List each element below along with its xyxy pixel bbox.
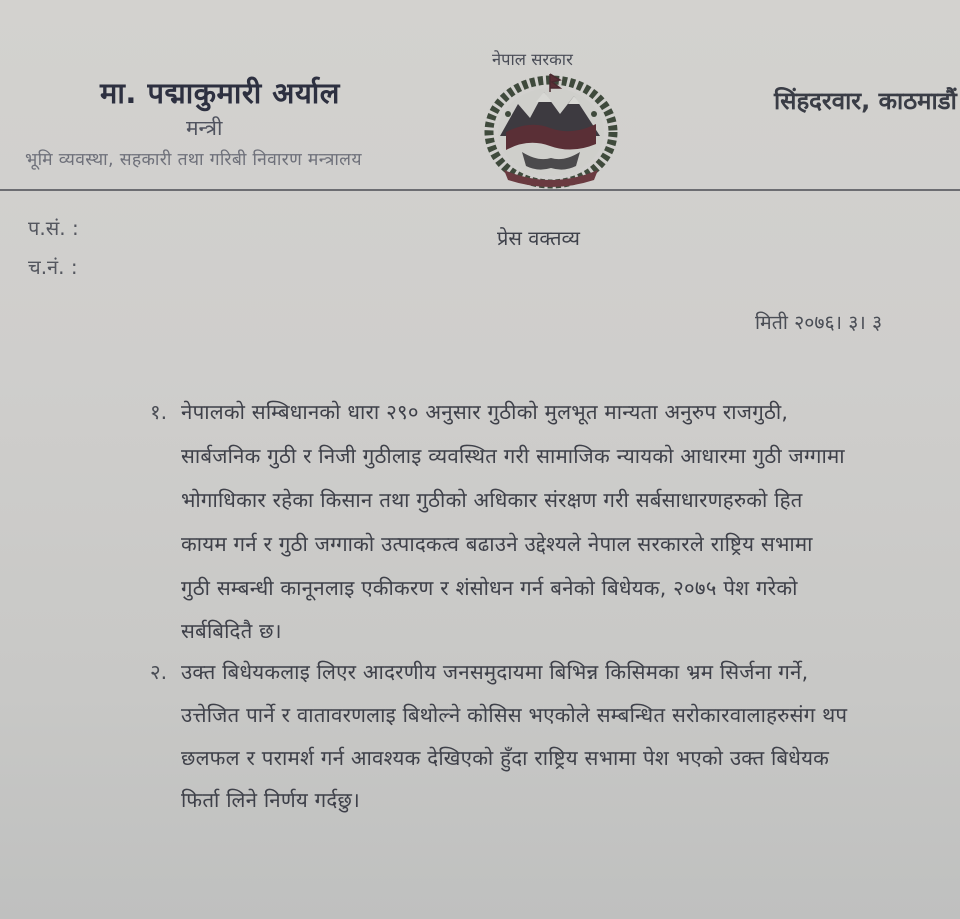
document-date: मिती २०७६। ३। ३ [755, 311, 883, 334]
paragraph-line: उत्तेजित पार्ने र वातावरणलाइ बिथोल्ने कोसिस भएकोले सम्बन्धित सरोकारवालाहरुसंग थप [181, 703, 848, 727]
nepal-emblem-icon [478, 66, 624, 190]
paragraph-line: नेपालको सम्बिधानको धारा २९० अनुसार गुठीको मुलभूत मान्यता अनुरुप राजगुठी, [181, 400, 789, 424]
dispatch-number-label: च.नं. : [28, 255, 78, 279]
header-divider [0, 189, 960, 191]
paragraph-number: २. [150, 660, 168, 684]
minister-name: मा. पद्माकुमारी अर्याल [100, 76, 340, 110]
paragraph-number: १. [150, 400, 168, 424]
paragraph-line: फिर्ता लिने निर्णय गर्दछु। [181, 788, 361, 812]
paragraph-line: भोगाधिकार रहेका किसान तथा गुठीको अधिकार संरक्षण गरी सर्बसाधारणहरुको हित [181, 488, 803, 512]
letter-number-label: प.सं. : [28, 216, 79, 240]
paragraph-line: सार्बजनिक गुठी र निजी गुठीलाइ व्यवस्थित गरी सामाजिक न्यायको आधारमा गुठी जग्गामा [181, 444, 845, 468]
paragraph-line: कायम गर्न र गुठी जग्गाको उत्पादकत्व बढाउने उद्देश्यले नेपाल सरकारले राष्ट्रिय सभामा [181, 532, 813, 556]
paragraph-line: छलफल र परामर्श गर्न आवश्यक देखिएको हुँदा राष्ट्रिय सभामा पेश भएको उक्त बिधेयक [181, 746, 830, 770]
paragraph-line: उक्त बिधेयकलाइ लिएर आदरणीय जनसमुदायमा बिभिन्न किसिमका भ्रम सिर्जना गर्ने, [181, 660, 809, 684]
document-title: प्रेस वक्तव्य [497, 226, 580, 250]
ministry-name: भूमि व्यवस्था, सहकारी तथा गरिबी निवारण मन्त्रालय [25, 150, 362, 170]
paragraph-line: सर्बबिदितै छ। [181, 619, 282, 643]
government-label: नेपाल सरकार [492, 50, 573, 69]
office-address: सिंहदरवार, काठमाडौं [774, 87, 957, 115]
minister-role: मन्त्री [186, 116, 223, 140]
paragraph-line: गुठी सम्बन्धी कानूनलाइ एकीकरण र शंसोधन गर्न बनेको बिधेयक, २०७५ पेश गरेको [181, 576, 798, 600]
